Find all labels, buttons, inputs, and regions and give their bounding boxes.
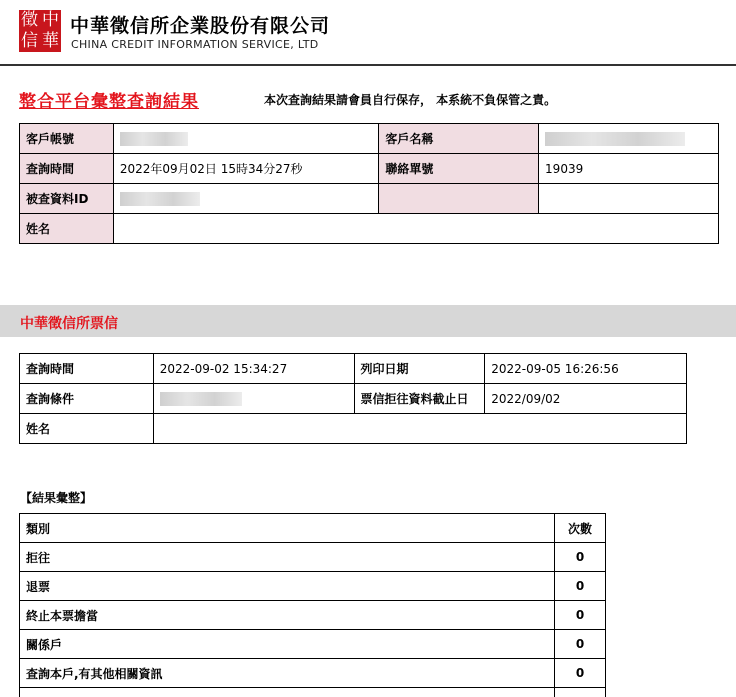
table-row (20, 184, 719, 214)
count-cell: 0 (555, 630, 606, 659)
table-row (20, 688, 606, 697)
table-row (20, 630, 606, 659)
table-row (20, 601, 606, 630)
redacted-block (160, 392, 242, 406)
subject-id-label: 被查資料ID (20, 184, 114, 214)
account-label: 客戶帳號 (20, 124, 114, 154)
contact-no-value: 19039 (539, 154, 719, 184)
table-row (20, 572, 606, 601)
customer-name-value (539, 124, 719, 154)
company-name-en: CHINA CREDIT INFORMATION SERVICE, LTD (71, 38, 319, 51)
logo-char: 華 (42, 31, 59, 51)
cutoff-label: 票信拒往資料截止日 (354, 384, 485, 414)
logo-char: 中 (42, 10, 59, 30)
check-info-table (19, 353, 687, 444)
customer-name-label: 客戶名稱 (379, 124, 539, 154)
report-title: 整合平台彙整查詢結果 (19, 92, 199, 112)
summary-table (19, 513, 606, 697)
condition-label: 查詢條件 (20, 384, 154, 414)
category-cell: 拒往 (20, 543, 555, 572)
count-cell: 0 (555, 659, 606, 688)
empty-label-cell (379, 184, 539, 214)
section-title: 中華徵信所票信 (20, 316, 118, 332)
summary-label: 【結果彙整】 (20, 491, 93, 505)
table-row (20, 414, 687, 444)
page-header (0, 0, 736, 66)
count-cell: 0 (555, 572, 606, 601)
table-row (20, 354, 687, 384)
print-date-value: 2022-09-05 16:26:56 (485, 354, 687, 384)
query-time-label: 查詢時間 (20, 154, 114, 184)
count-header: 次數 (555, 514, 606, 543)
check-query-time-value: 2022-09-02 15:34:27 (153, 354, 354, 384)
contact-no-label: 聯絡單號 (379, 154, 539, 184)
check-name-value (153, 414, 686, 444)
redacted-block (545, 132, 685, 146)
count-cell: 0 (555, 601, 606, 630)
report-notice: 本次查詢結果請會員自行保存， 本系統不負保管之責。 (264, 93, 557, 107)
category-header: 類別 (20, 514, 555, 543)
query-time-value: 2022年09月02日 15時34分27秒 (113, 154, 379, 184)
category-cell: 終止本票擔當 (20, 601, 555, 630)
table-row (20, 154, 719, 184)
subject-id-value (113, 184, 379, 214)
category-cell: 查詢本戶,有其他相關資訊 (20, 659, 555, 688)
section-header (0, 305, 736, 337)
person-name-label: 姓名 (20, 214, 114, 244)
logo-char: 信 (21, 31, 38, 51)
category-cell (20, 688, 555, 697)
company-name-zh: 中華徵信所企業股份有限公司 (70, 15, 331, 37)
person-name-value (113, 214, 718, 244)
count-cell (555, 688, 606, 697)
redacted-block (120, 192, 200, 206)
table-row (20, 384, 687, 414)
redacted-block (120, 132, 188, 146)
table-row (20, 659, 606, 688)
account-value (113, 124, 379, 154)
customer-info-table (19, 123, 719, 244)
check-name-label: 姓名 (20, 414, 154, 444)
condition-value (153, 384, 354, 414)
empty-value-cell (539, 184, 719, 214)
table-row (20, 543, 606, 572)
table-row (20, 214, 719, 244)
cutoff-value: 2022/09/02 (485, 384, 687, 414)
company-logo (19, 10, 61, 52)
check-query-time-label: 查詢時間 (20, 354, 154, 384)
table-row (20, 124, 719, 154)
table-header-row (20, 514, 606, 543)
logo-char: 徵 (21, 10, 38, 30)
category-cell: 退票 (20, 572, 555, 601)
category-cell: 關係戶 (20, 630, 555, 659)
count-cell: 0 (555, 543, 606, 572)
print-date-label: 列印日期 (354, 354, 485, 384)
